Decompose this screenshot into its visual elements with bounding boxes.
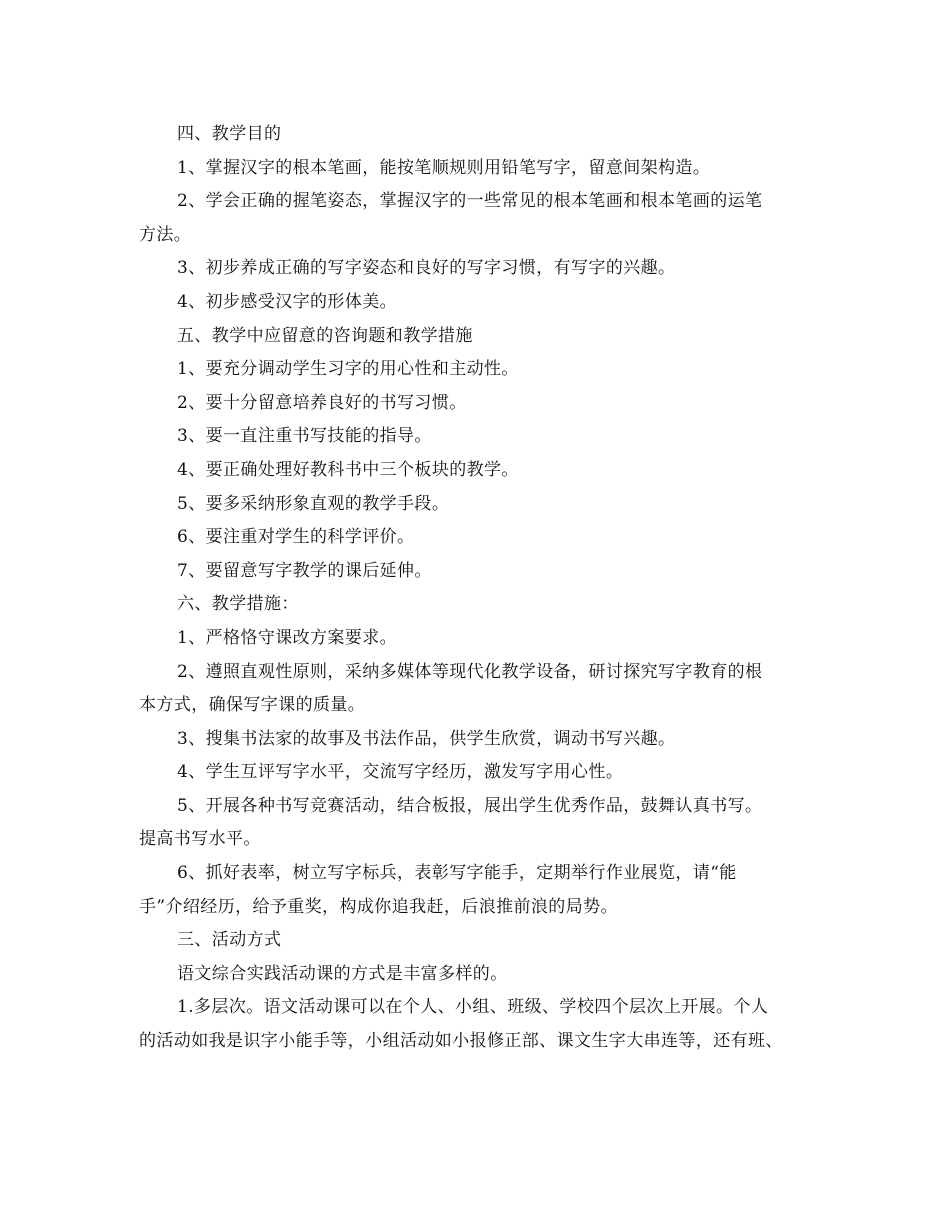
text-line: 3、初步养成正确的写字姿态和良好的写字习惯，有写字的兴趣。 bbox=[177, 258, 676, 279]
text-line: 1、要充分调动学生习字的用心性和主动性。 bbox=[177, 359, 519, 380]
text-line: 四、教学目的 bbox=[177, 124, 282, 144]
text-line: 1、严格恪守课改方案要求。 bbox=[177, 627, 398, 648]
text-line: 六、教学措施： bbox=[177, 594, 299, 615]
text-line: 手”介绍经历，给予重奖，构成你追我赶，后浪推前浪的局势。 bbox=[139, 896, 618, 917]
text-line: 2、要十分留意培养良好的书写习惯。 bbox=[177, 392, 467, 413]
text-line: 的活动如我是识字小能手等，小组活动如小报修正部、课文生字大串连等，还有班、 bbox=[139, 1031, 783, 1052]
text-line: 6、抓好表率，树立写字标兵，表彰写字能手，定期举行作业展览，请“能 bbox=[177, 863, 737, 884]
text-line: 三、活动方式 bbox=[177, 930, 282, 951]
text-line: 五、教学中应留意的咨询题和教学措施 bbox=[177, 325, 473, 346]
text-line: 5、要多采纳形象直观的教学手段。 bbox=[177, 493, 450, 514]
text-line: 语文综合实践活动课的方式是丰富多样的。 bbox=[177, 963, 508, 984]
text-line: 4、学生互评写字水平，交流写字经历，激发写字用心性。 bbox=[177, 762, 624, 783]
text-line: 3、搜集书法家的故事及书法作品，供学生欣赏，调动书写兴趣。 bbox=[177, 728, 676, 749]
text-line: 7、要留意写字教学的课后延伸。 bbox=[177, 560, 432, 581]
text-line: 本方式，确保写字课的质量。 bbox=[139, 695, 366, 716]
text-line: 方法。 bbox=[139, 224, 192, 245]
text-line: 3、要一直注重书写技能的指导。 bbox=[177, 426, 432, 447]
text-line: 4、初步感受汉字的形体美。 bbox=[177, 291, 398, 312]
text-line: 2、学会正确的握笔姿态，掌握汉字的一些常见的根本笔画和根本笔画的运笔 bbox=[177, 191, 763, 212]
text-line: 1.多层次。语文活动课可以在个人、小组、班级、学校四个层次上开展。个人 bbox=[177, 997, 769, 1018]
text-line: 5、开展各种书写竞赛活动，结合板报，展出学生优秀作品，鼓舞认真书写。 bbox=[177, 795, 763, 816]
text-line: 2、遵照直观性原则，采纳多媒体等现代化教学设备，研讨探究写字教育的根 bbox=[177, 661, 763, 682]
text-line: 6、要注重对学生的科学评价。 bbox=[177, 527, 415, 548]
document-body bbox=[139, 118, 827, 1059]
text-line: 提高书写水平。 bbox=[139, 829, 261, 850]
text-line: 1、掌握汉字的根本笔画，能按笔顺规则用铅笔写字，留意间架构造。 bbox=[177, 157, 711, 178]
text-line: 4、要正确处理好教科书中三个板块的教学。 bbox=[177, 459, 519, 480]
